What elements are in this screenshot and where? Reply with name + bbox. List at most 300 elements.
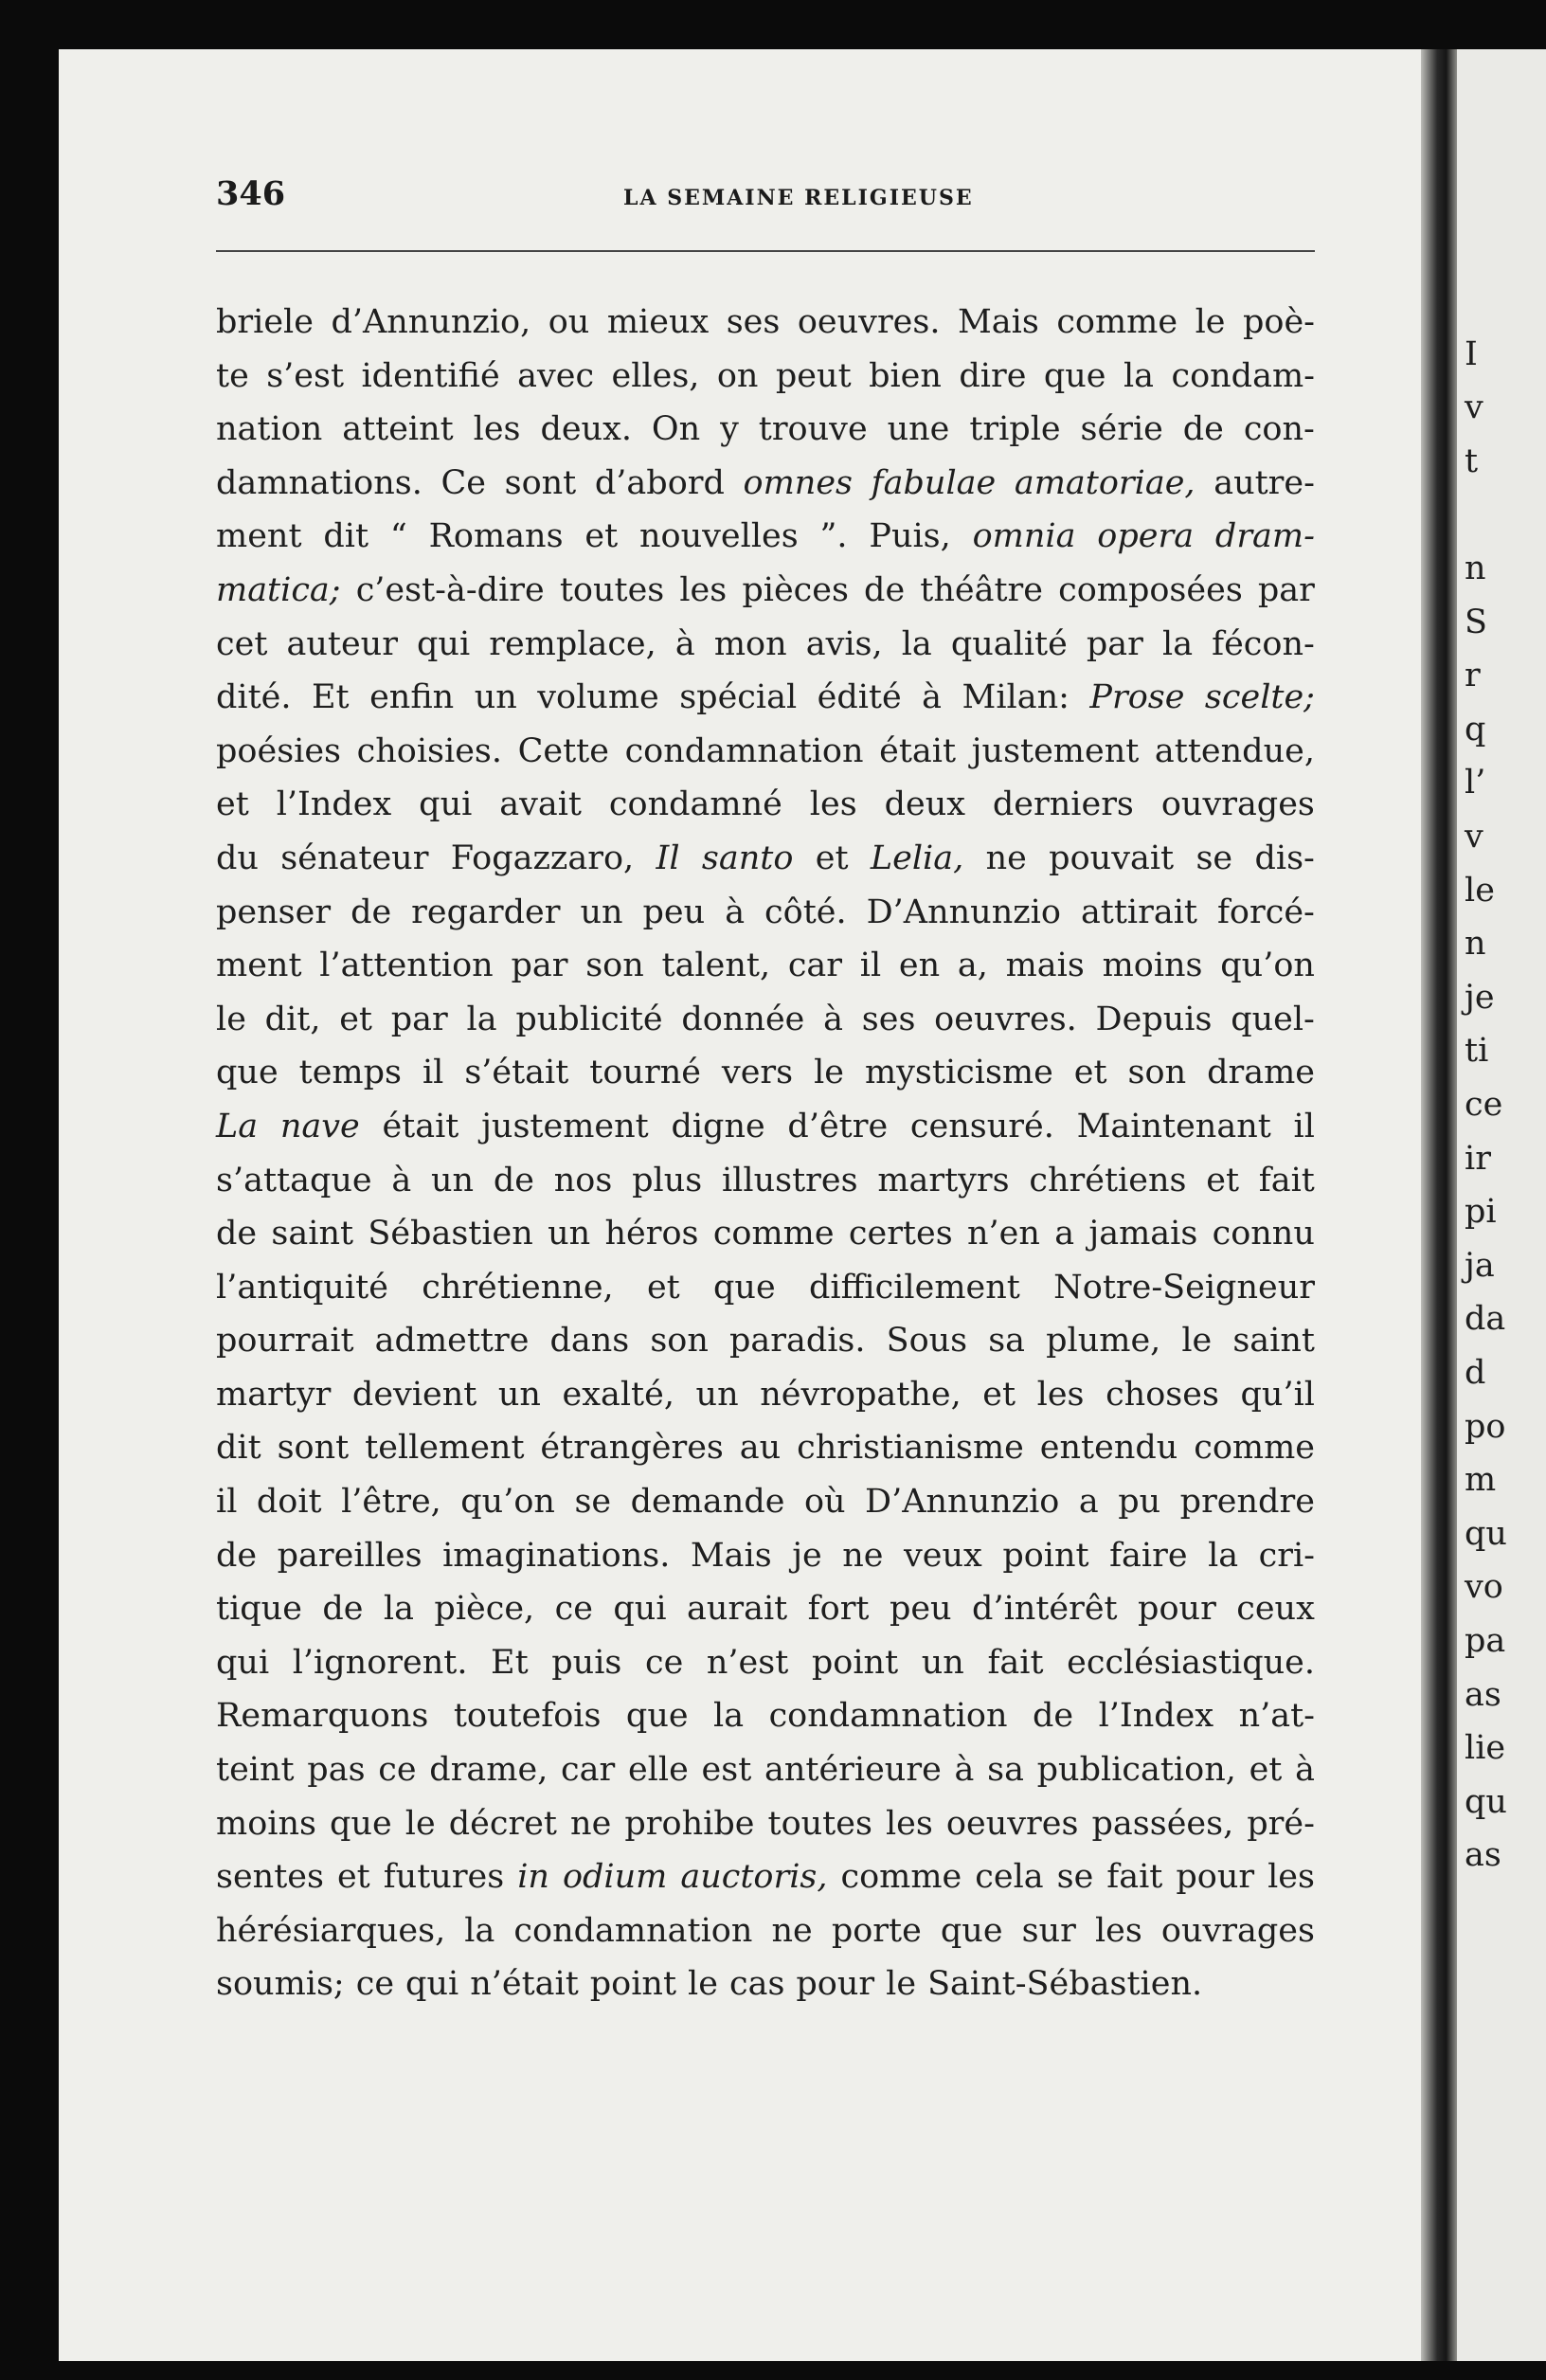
word: auctoris,	[680, 1858, 828, 1897]
word: te	[216, 356, 249, 395]
word: avait	[499, 785, 582, 824]
word: ne	[842, 1536, 884, 1575]
word: y	[720, 410, 739, 449]
word: à	[922, 678, 943, 717]
word: un	[497, 1375, 541, 1414]
text-line	[216, 1904, 1315, 1958]
word: il	[1293, 1107, 1315, 1145]
word: mais	[1005, 947, 1085, 985]
word: le	[1181, 1322, 1213, 1361]
word: ce	[378, 1751, 417, 1790]
word: oeuvres.	[934, 1000, 1077, 1038]
word: ce	[644, 1643, 684, 1682]
word: martyr	[216, 1375, 332, 1414]
word: du	[216, 838, 259, 877]
word: la	[464, 1911, 495, 1950]
word: bien	[869, 356, 942, 395]
word: vers	[721, 1054, 794, 1092]
word: c’est-à-dire	[355, 570, 545, 609]
text-line	[216, 1368, 1315, 1422]
word: admettre	[374, 1322, 530, 1361]
word: remplace,	[489, 624, 656, 663]
word: peu	[889, 1590, 952, 1629]
word: drame	[1207, 1054, 1315, 1092]
word: la	[1162, 624, 1194, 663]
word: Milan:	[962, 678, 1070, 717]
word: santo	[701, 838, 794, 877]
right-page-fragment: v	[1465, 388, 1483, 427]
word: ne	[570, 1804, 612, 1843]
word: matica;	[216, 570, 341, 609]
word: s’est	[266, 356, 345, 395]
word: son	[650, 1322, 709, 1361]
word: que	[713, 1268, 776, 1307]
word: quel-	[1231, 1000, 1315, 1038]
word: qui	[216, 1643, 270, 1682]
text-line	[216, 1475, 1315, 1529]
word: et	[1249, 1751, 1283, 1790]
word: hérésiarques,	[216, 1911, 446, 1950]
word: chrétienne,	[422, 1268, 614, 1307]
word: car	[561, 1751, 616, 1790]
word: qui	[419, 785, 473, 824]
word: On	[651, 410, 701, 449]
word: volume	[537, 678, 659, 717]
text-line	[216, 296, 1315, 350]
word: Cette	[517, 731, 609, 770]
word: soumis;	[216, 1965, 345, 2004]
word: à	[823, 1000, 844, 1038]
word: fait	[1258, 1161, 1315, 1199]
word: saint	[1232, 1322, 1315, 1361]
word: justement	[481, 1107, 649, 1145]
word: les	[679, 570, 728, 609]
word: nos	[553, 1161, 613, 1199]
word: point	[589, 1965, 677, 2004]
word: point	[811, 1643, 899, 1682]
text-line	[216, 832, 1315, 886]
word: les	[1094, 1911, 1142, 1950]
word: de	[322, 1590, 364, 1629]
word: pas	[307, 1751, 366, 1790]
word: Ce	[440, 463, 486, 502]
word: amatoriae,	[1014, 463, 1195, 502]
word: le	[1195, 303, 1226, 341]
text-line	[216, 1797, 1315, 1851]
word: talent,	[661, 947, 771, 985]
word: pièces	[742, 570, 849, 609]
word: pareilles	[277, 1536, 422, 1575]
word: Prose	[1089, 678, 1185, 717]
word: regarder	[411, 892, 561, 931]
word: comme	[1056, 303, 1178, 341]
word: cet	[216, 624, 268, 663]
word: par	[1257, 570, 1315, 609]
text-line	[216, 564, 1315, 618]
word: étrangères	[540, 1429, 724, 1468]
word: connu	[1212, 1215, 1315, 1253]
word: que	[940, 1911, 1003, 1950]
right-page-fragment: qu	[1465, 1514, 1507, 1553]
word: porte	[831, 1911, 922, 1950]
word: on	[716, 356, 759, 395]
word: se	[1056, 1858, 1094, 1897]
word: le	[688, 1965, 718, 2004]
right-page-fragment: I	[1465, 334, 1478, 373]
text-line	[216, 1207, 1315, 1261]
word: Et	[491, 1643, 529, 1682]
right-page-fragment: ir	[1465, 1139, 1491, 1178]
word: prohibe	[624, 1804, 755, 1843]
word: saint	[271, 1215, 354, 1253]
word: elles,	[611, 356, 700, 395]
word: enfin	[369, 678, 455, 717]
page-header	[216, 167, 1315, 224]
word: point	[1002, 1536, 1089, 1575]
right-page-fragment: l’	[1465, 764, 1486, 802]
word: par	[1086, 624, 1143, 663]
word: d’Annunzio,	[331, 303, 531, 341]
word: et	[336, 1858, 370, 1897]
text-line	[216, 993, 1315, 1047]
word: il	[216, 1483, 238, 1522]
right-page-fragment: d	[1465, 1354, 1486, 1392]
word: fait	[1106, 1858, 1163, 1897]
text-line	[216, 778, 1315, 832]
word: attendue,	[1154, 731, 1315, 770]
book-page-right	[1457, 49, 1546, 2361]
word: Lelia,	[870, 838, 964, 877]
word: la	[383, 1590, 414, 1629]
text-line	[216, 725, 1315, 779]
word: fabulae	[871, 463, 997, 502]
word: qui	[417, 624, 471, 663]
word: publicité	[515, 1000, 663, 1038]
word: névropathe,	[760, 1375, 962, 1414]
word: car	[787, 947, 843, 985]
word: Maintenant	[1076, 1107, 1271, 1145]
right-page-fragment: pi	[1465, 1193, 1497, 1232]
word: Saint-Sébastien.	[927, 1965, 1203, 2004]
word: fort	[807, 1590, 870, 1629]
word: illustres	[721, 1161, 858, 1199]
word: puis	[551, 1643, 622, 1682]
word: n’at-	[1238, 1697, 1315, 1736]
word: son	[1127, 1054, 1187, 1092]
word: les	[473, 410, 521, 449]
word: antérieure	[764, 1751, 942, 1790]
word: qu’on	[1220, 947, 1315, 985]
word: certes	[848, 1215, 953, 1253]
word: “	[389, 517, 407, 556]
right-page-fragment: pa	[1465, 1622, 1506, 1660]
word: Il	[656, 838, 680, 877]
word: Mais	[957, 303, 1039, 341]
right-page-fragment: n	[1465, 550, 1486, 587]
text-line	[216, 1529, 1315, 1583]
word: est	[701, 1751, 752, 1790]
word: sur	[1021, 1911, 1076, 1950]
word: digne	[671, 1107, 765, 1145]
text-line	[216, 671, 1315, 725]
word: il	[422, 1054, 444, 1092]
word: martyrs	[877, 1161, 1010, 1199]
word: pu	[1118, 1483, 1161, 1522]
word: a,	[957, 947, 988, 985]
word: poésies	[216, 731, 342, 770]
word: pourrait	[216, 1322, 354, 1361]
right-page-fragment: m	[1465, 1461, 1497, 1500]
word: en	[898, 947, 941, 985]
word: D’Annunzio	[865, 1483, 1060, 1522]
word: pour	[1138, 1590, 1216, 1629]
text-line	[216, 510, 1315, 564]
right-page-fragment: t	[1465, 442, 1479, 480]
word: ne	[985, 838, 1027, 877]
word: s’était	[464, 1054, 569, 1092]
word: d’être	[787, 1107, 889, 1145]
word: passées,	[1091, 1804, 1234, 1843]
word: Remarquons	[216, 1697, 429, 1736]
word: toutefois	[453, 1697, 602, 1736]
word: un	[548, 1215, 591, 1253]
word: ment	[216, 947, 302, 985]
word: pour	[1176, 1858, 1255, 1897]
word: a	[1078, 1483, 1099, 1522]
word: la	[901, 624, 932, 663]
word: que	[1043, 356, 1106, 395]
word: mieux	[606, 303, 710, 341]
word: toutes	[767, 1804, 872, 1843]
right-page-fragment: lie	[1465, 1729, 1506, 1768]
word: pièce,	[434, 1590, 535, 1629]
word: Depuis	[1095, 1000, 1213, 1038]
word: teint	[216, 1751, 295, 1790]
word: veux	[904, 1536, 982, 1575]
word: de	[864, 570, 906, 609]
word: avec	[517, 356, 595, 395]
word: qui	[613, 1590, 667, 1629]
word: ses	[861, 1000, 916, 1038]
word: pour	[796, 1965, 875, 2004]
word: où	[803, 1483, 846, 1522]
word: série	[1080, 410, 1163, 449]
word: l’ignorent.	[292, 1643, 468, 1682]
word: exalté,	[562, 1375, 674, 1414]
word: oeuvres	[945, 1804, 1079, 1843]
word: ce	[554, 1590, 593, 1629]
word: christianisme	[797, 1429, 1024, 1468]
word: l’antiquité	[216, 1268, 388, 1307]
text-line	[216, 1046, 1315, 1100]
word: sont	[504, 463, 577, 502]
word: il	[859, 947, 882, 985]
word: omnes	[743, 463, 854, 502]
word: plume,	[1046, 1322, 1161, 1361]
right-page-fragment: r	[1465, 657, 1481, 695]
word: que	[216, 1054, 279, 1092]
word: les	[809, 785, 857, 824]
word: comme	[840, 1858, 962, 1897]
word: moins	[1102, 947, 1203, 985]
word: dram-	[1214, 517, 1315, 556]
word: condamnation	[768, 1697, 1008, 1736]
word: et	[815, 838, 849, 877]
word: autre-	[1213, 463, 1315, 502]
word: un	[431, 1161, 475, 1199]
word: temps	[298, 1054, 402, 1092]
word: l’Index	[1098, 1697, 1214, 1736]
text-line	[216, 1421, 1315, 1475]
word: ce	[355, 1965, 395, 2004]
word: pouvait	[1049, 838, 1175, 877]
word: in	[517, 1858, 549, 1897]
word: ouvrages	[1160, 1911, 1315, 1950]
header-rule	[216, 250, 1315, 252]
word: jamais	[1088, 1215, 1198, 1253]
word: prendre	[1179, 1483, 1315, 1522]
text-line	[216, 886, 1315, 940]
word: ”.	[819, 517, 848, 556]
right-page-fragment: v	[1465, 818, 1483, 856]
right-page-fragment: da	[1465, 1300, 1506, 1339]
page-number: 346	[216, 174, 286, 213]
word: nation	[216, 410, 323, 449]
word: un	[921, 1643, 964, 1682]
word: opera	[1097, 517, 1195, 556]
word: poè-	[1242, 303, 1315, 341]
word: d’abord	[594, 463, 725, 502]
word: fécon-	[1212, 624, 1315, 663]
word: mysticisme	[864, 1054, 1053, 1092]
word: condam-	[1171, 356, 1315, 395]
word: atteint	[342, 410, 454, 449]
right-page-fragment: q	[1465, 710, 1486, 748]
word: derniers	[992, 785, 1134, 824]
word: de	[1032, 1697, 1074, 1736]
word: se	[574, 1483, 612, 1522]
text-line	[216, 618, 1315, 672]
word: auteur	[286, 624, 398, 663]
word: une	[887, 410, 950, 449]
word: un	[474, 678, 517, 717]
word: elle	[627, 1751, 689, 1790]
word: dit	[216, 1429, 261, 1468]
word: Notre-Seigneur	[1053, 1268, 1315, 1307]
word: à	[725, 892, 746, 931]
word: les	[1267, 1858, 1315, 1897]
word: damnations.	[216, 463, 422, 502]
word: les	[1036, 1375, 1085, 1414]
word: condamnation	[624, 731, 864, 770]
word: de	[216, 1536, 258, 1575]
word: fait	[987, 1643, 1044, 1682]
word: dire	[959, 356, 1027, 395]
word: drame,	[429, 1751, 548, 1790]
word: sentes	[216, 1858, 324, 1897]
word: ecclésiastique.	[1067, 1643, 1315, 1682]
word: que	[625, 1697, 689, 1736]
word: se	[1195, 838, 1233, 877]
word: deux	[884, 785, 965, 824]
text-line	[216, 403, 1315, 457]
right-page-fragment: as	[1465, 1675, 1501, 1714]
word: ment	[216, 517, 302, 556]
word: demande	[630, 1483, 785, 1522]
word: dans	[549, 1322, 630, 1361]
text-line	[216, 1957, 1315, 2011]
word: le	[886, 1965, 917, 2004]
right-page-fragment: n	[1465, 925, 1486, 964]
word: D’Annunzio	[866, 892, 1061, 931]
text-line	[216, 1689, 1315, 1743]
word: faire	[1109, 1536, 1188, 1575]
word: ouvrages	[1160, 785, 1315, 824]
word: attirait	[1080, 892, 1197, 931]
word: décret	[448, 1804, 557, 1843]
right-page-fragment: po	[1465, 1407, 1506, 1446]
word: aurait	[686, 1590, 788, 1629]
word: l’Index	[276, 785, 392, 824]
right-page-fragment: ce	[1465, 1086, 1503, 1124]
right-page-fragment: as	[1465, 1836, 1501, 1875]
text-line	[216, 1261, 1315, 1315]
word: entendu	[1039, 1429, 1178, 1468]
text-line	[216, 1850, 1315, 1904]
word: dité.	[216, 678, 292, 717]
word: scelte;	[1204, 678, 1315, 717]
word: la	[1208, 1536, 1239, 1575]
right-page-fragment: vo	[1465, 1568, 1503, 1607]
word: son	[585, 947, 644, 985]
word: la	[1123, 356, 1155, 395]
word: nave	[279, 1107, 360, 1145]
word: penser	[216, 892, 332, 931]
word: a	[1054, 1215, 1075, 1253]
word: la	[713, 1697, 745, 1736]
word: peu	[642, 892, 706, 931]
word: et	[1073, 1054, 1107, 1092]
body-text	[216, 296, 1315, 2011]
word: Et	[311, 678, 350, 717]
word: était	[382, 1107, 459, 1145]
word: édité	[817, 678, 902, 717]
word: côté.	[764, 892, 847, 931]
word: de	[1182, 410, 1224, 449]
word: trouve	[758, 410, 868, 449]
word: héros	[604, 1215, 699, 1253]
word: ne	[771, 1911, 813, 1950]
word: ou	[548, 303, 590, 341]
word: comme	[712, 1215, 835, 1253]
word: qualité	[950, 624, 1068, 663]
word: à	[674, 624, 695, 663]
word: Fogazzaro,	[450, 838, 635, 877]
word: choses	[1106, 1375, 1219, 1414]
word: tourné	[589, 1054, 701, 1092]
word: censuré.	[909, 1107, 1054, 1145]
word: que	[330, 1804, 392, 1843]
text-line	[216, 457, 1315, 511]
word: n’en	[966, 1215, 1040, 1253]
text-line	[216, 1636, 1315, 1690]
word: tellement	[365, 1429, 525, 1468]
word: sénateur	[280, 838, 429, 877]
word: de	[493, 1161, 534, 1199]
word: dit,	[264, 1000, 321, 1038]
word: la	[466, 1000, 497, 1038]
word: peut	[775, 356, 852, 395]
